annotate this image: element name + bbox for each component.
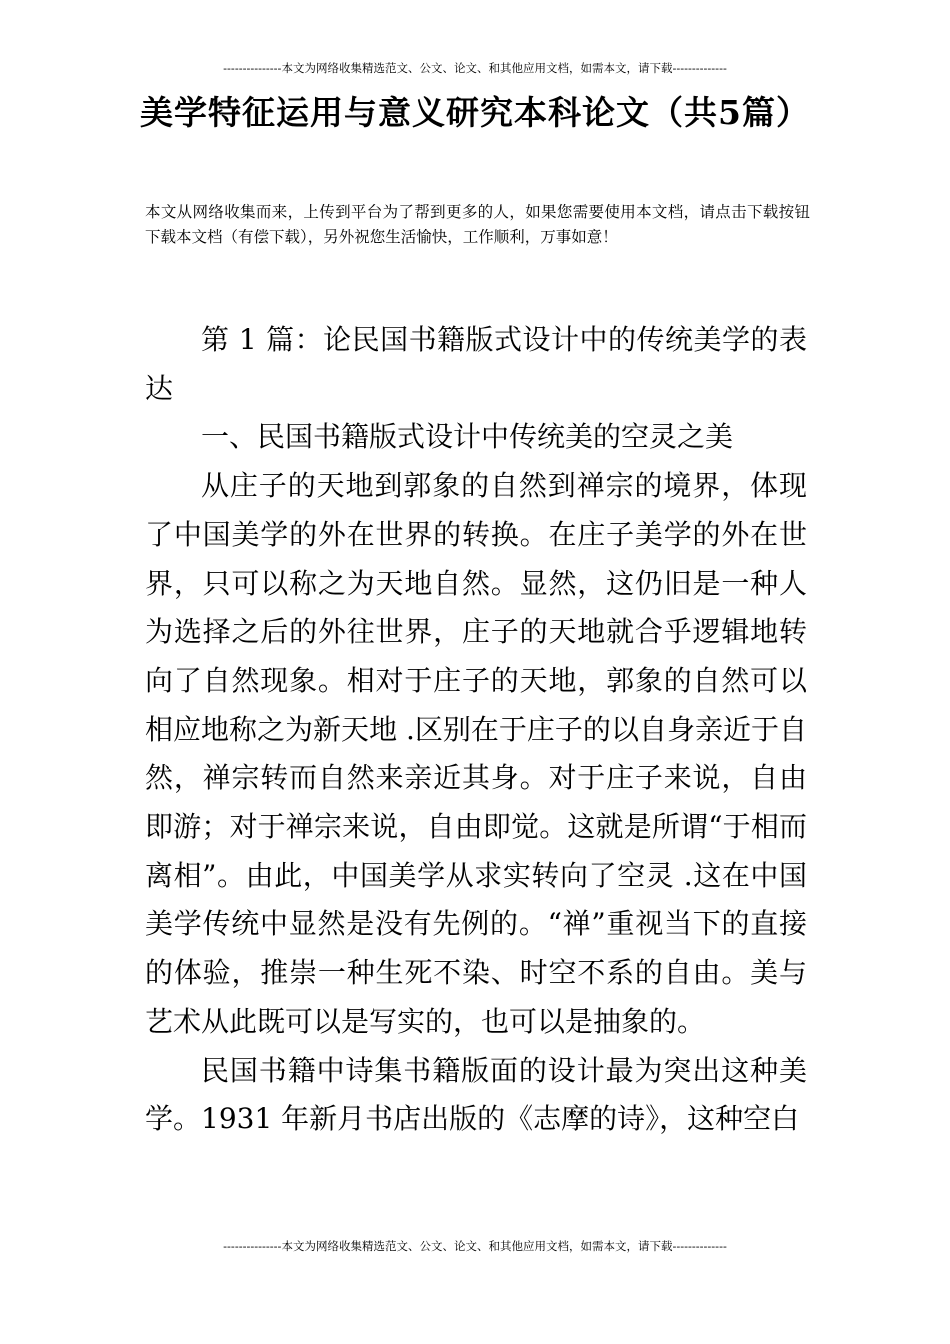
document-title: 美学特征运用与意义研究本科论文（共5篇） [140,93,810,132]
subheading: 一、民国书籍版式设计中传统美的空灵之美 [201,420,734,454]
body-paragraph: 从庄子的天地到郭象的自然到禅宗的境界，体现了中国美学的外在世界的转换。在庄子美学的外在世界，只可以称之为天地自然。显然，这仍旧是一种人为选择之后的外往世界，庄子的天地就合乎逻辑地转向了自然现象。相对于庄子的天地，郭象的自然可以相应地称之为新天地 .区别在于庄子的以自身亲近于自然，禅宗转而自然来亲近其身。对于庄子来说，自由即游；对于禅宗来说，自由即觉。这就是所谓“于相而离相”。由此，中国美学从求实转向了空灵 .这在中国美学传统中显然是没有先例的。“禅”重视当下的直接的体验，推崇一种生死不染、时空不系的自由。美与艺术从此既可以是写实的，也可以是抽象的。 [145,469,807,1038]
header-banner: ---------------本文为网络收集精选范文、公文、论文、和其他应用文档，如需本文，请下载-------------- [223,61,727,75]
body-paragraph: 民国书籍中诗集书籍版面的设计最为突出这种美学。1931 年新月书店出版的《志摩的诗》，这种空白 [145,1053,807,1136]
document-body [145,316,807,1144]
intro-text: 本文从网络收集而来，上传到平台为了帮到更多的人，如果您需要使用本文档，请点击下载按钮下载本文档（有偿下载），另外祝您生活愉快，工作顺利，万事如意！ [145,203,810,246]
footer-banner: ---------------本文为网络收集精选范文、公文、论文、和其他应用文档，如需本文，请下载-------------- [223,1239,727,1253]
section-heading: 第 1 篇：论民国书籍版式设计中的传统美学的表达 [145,323,807,405]
